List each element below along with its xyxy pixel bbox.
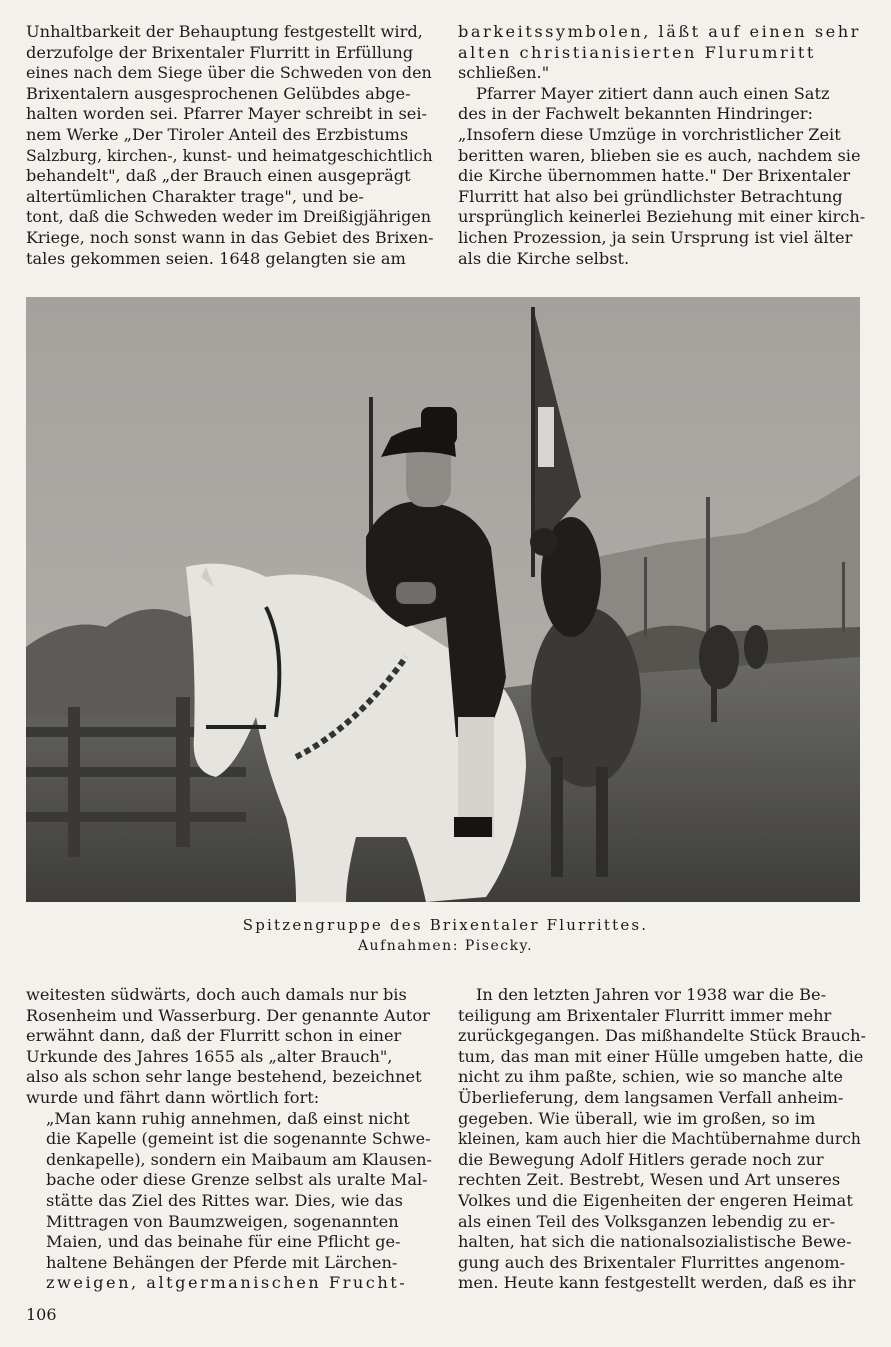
photo-caption — [0, 915, 891, 957]
text-line: „Insofern diese Umzüge in vorchristlicher Zeit — [458, 124, 841, 144]
text-line: gegeben. Wie überall, wie im großen, so im — [458, 1108, 816, 1128]
text-line: behandelt", daß „der Brauch einen ausgeprägt — [26, 166, 411, 186]
text-column-top-right — [458, 22, 866, 269]
text-line: Salzburg, kirchen-, kunst- und heimatgeschichtlich — [26, 145, 433, 165]
text-line: haltene Behängen der Pferde mit Lärchen- — [46, 1252, 398, 1272]
text-line: tales gekommen seien. 1648 gelangten sie am — [26, 248, 406, 268]
text-line: die Kapelle (gemeint ist die sogenannte Schwe- — [46, 1129, 431, 1149]
text-line: Rosenheim und Wasserburg. Der genannte Autor — [26, 1005, 430, 1025]
text-line: Urkunde des Jahres 1655 als „alter Brauch", — [26, 1046, 393, 1066]
text-line: rechten Zeit. Bestrebt, Wesen und Art unseres — [458, 1170, 841, 1190]
text-line: erwähnt dann, daß der Flurritt schon in einer — [26, 1026, 402, 1046]
text-line: also als schon sehr lange bestehend, bezeichnet — [26, 1067, 422, 1087]
text-line: nicht zu ihm paßte, schien, wie so manche alte — [458, 1067, 843, 1087]
text-line: Maien, und das beinahe für eine Pflicht ge- — [46, 1232, 401, 1252]
photograph — [26, 297, 860, 902]
text-line: halten worden sei. Pfarrer Mayer schreibt in sei- — [26, 104, 428, 124]
riders-photo — [26, 297, 860, 902]
text-column-bottom-left — [26, 985, 434, 1294]
text-line: stätte das Ziel des Rittes war. Dies, wie das — [46, 1190, 403, 1210]
text-line: In den letzten Jahren vor 1938 war die Be- — [476, 985, 827, 1004]
text-line: eines nach dem Siege über die Schweden von den — [26, 63, 432, 83]
text-line: Kriege, noch sonst wann in das Gebiet des Brixen- — [26, 227, 434, 247]
text-line: des in der Fachwelt bekannten Hindringer: — [458, 104, 813, 124]
text-line: lichen Prozession, ja sein Ursprung ist viel älter — [458, 227, 853, 247]
text-line: halten, hat sich die nationalsozialistische Bewe- — [458, 1232, 852, 1252]
text-line: „Man kann ruhig annehmen, daß einst nicht — [46, 1108, 410, 1128]
text-line: beritten waren, blieben sie es auch, nachdem sie — [458, 145, 861, 165]
text-line: kleinen, kam auch hier die Machtübernahme durch — [458, 1130, 861, 1149]
text-line: Unhaltbarkeit der Behauptung festgestellt wird, — [26, 22, 423, 41]
text-line: als einen Teil des Volksganzen lebendig zu er- — [458, 1211, 836, 1231]
text-line: zweigen, altgermanischen Frucht- — [46, 1273, 408, 1293]
text-line: Volkes und die Eigenheiten der engeren Heimat — [458, 1190, 853, 1210]
text-column-bottom-right — [458, 985, 866, 1294]
text-column-top-left — [26, 22, 434, 269]
text-line: die Bewegung Adolf Hitlers gerade noch zur — [458, 1149, 824, 1169]
text-line: als die Kirche selbst. — [458, 248, 630, 268]
text-line: die Kirche übernommen hatte." Der Brixentaler — [458, 166, 851, 186]
text-line: ursprünglich keinerlei Beziehung mit einer kirch- — [458, 207, 866, 227]
text-line: barkeitssymbolen, läßt auf einen sehr — [458, 22, 861, 41]
text-line: denkapelle), sondern ein Maibaum am Klausen- — [46, 1149, 432, 1169]
page-number: 106 — [26, 1305, 57, 1324]
text-line: zurückgegangen. Das mißhandelte Stück Brauch- — [458, 1026, 866, 1046]
text-line: weitesten südwärts, doch auch damals nur bis — [26, 985, 407, 1004]
text-line: derzufolge der Brixentaler Flurritt in Erfüllung — [26, 42, 414, 62]
text-line: tont, daß die Schweden weder im Dreißigjährigen — [26, 207, 432, 227]
caption-title: Spitzengruppe des Brixentaler Flurrittes. — [242, 916, 649, 934]
text-line: gung auch des Brixentaler Flurrittes angenom- — [458, 1252, 846, 1272]
text-line: teiligung am Brixentaler Flurritt immer mehr — [458, 1005, 832, 1025]
text-line: schließen." — [458, 63, 550, 83]
caption-credit: Aufnahmen: Pisecky. — [357, 938, 534, 954]
text-line: nem Werke „Der Tiroler Anteil des Erzbistums — [26, 124, 409, 144]
text-line: Mittragen von Baumzweigen, sogenannten — [46, 1211, 399, 1231]
text-line: wurde und fährt dann wörtlich fort: — [26, 1087, 320, 1107]
text-line: bache oder diese Grenze selbst als uralte Mal- — [46, 1170, 428, 1190]
text-line: Flurritt hat also bei gründlichster Betrachtung — [458, 186, 843, 206]
text-line: alten christianisierten Flurumritt — [458, 42, 816, 62]
text-line: men. Heute kann festgestellt werden, daß es ihr — [458, 1273, 856, 1293]
text-line: Brixentalern ausgesprochenen Gelübdes abge- — [26, 83, 411, 103]
text-line: tum, das man mit einer Hülle umgeben hatte, die — [458, 1046, 864, 1066]
text-line: Überlieferung, dem langsamen Verfall anheim- — [458, 1087, 844, 1107]
text-line: altertümlichen Charakter trage", und be- — [26, 186, 364, 206]
text-line: Pfarrer Mayer zitiert dann auch einen Satz — [476, 83, 830, 103]
